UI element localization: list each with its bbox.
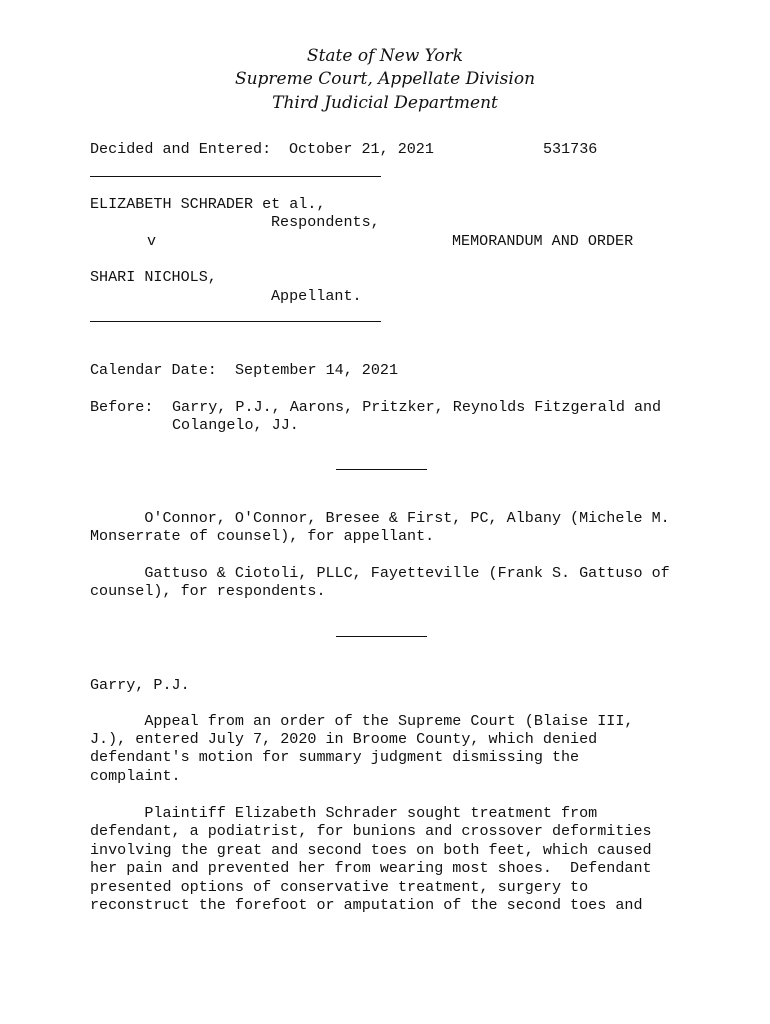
- author: Garry, P.J.: [90, 676, 190, 694]
- docket-number: 531736: [543, 140, 598, 158]
- body-line: Plaintiff Elizabeth Schrader sought treatment from: [90, 804, 598, 822]
- body-line: presented options of conservative treatment, surgery to: [90, 878, 589, 896]
- counsel-appellant-line2: Monserrate of counsel), for appellant.: [90, 527, 435, 545]
- section-rule: [336, 636, 427, 637]
- decided-label: Decided and Entered:: [90, 140, 272, 158]
- court-state: State of New York: [306, 46, 464, 66]
- body-line: defendant's motion for summary judgment dismissing the: [90, 748, 580, 766]
- plaintiff-name: ELIZABETH SCHRADER et al.,: [90, 195, 326, 213]
- caption-rule-top: [90, 176, 381, 177]
- court-name: Supreme Court, Appellate Division: [234, 69, 536, 89]
- counsel-respondents-line2: counsel), for respondents.: [90, 582, 326, 600]
- defendant-role: Appellant.: [271, 287, 362, 305]
- decided-date: October 21, 2021: [289, 140, 434, 158]
- before-label: Before:: [90, 398, 154, 416]
- body-line: reconstruct the forefoot or amputation of the second toes and: [90, 896, 643, 914]
- counsel-appellant-line1: O'Connor, O'Connor, Bresee & First, PC, Albany (Michele M.: [90, 509, 670, 527]
- body-line: involving the great and second toes on both feet, which caused: [90, 841, 652, 859]
- counsel-respondents-line1: Gattuso & Ciotoli, PLLC, Fayetteville (Frank S. Gattuso of: [90, 564, 670, 582]
- before-judges-line1: Garry, P.J., Aarons, Pritzker, Reynolds Fitzgerald and: [172, 398, 662, 416]
- decision-type: MEMORANDUM AND ORDER: [452, 232, 634, 250]
- calendar-label: Calendar Date:: [90, 361, 217, 379]
- body-line: Appeal from an order of the Supreme Court (Blaise III,: [90, 712, 634, 730]
- caption-rule-bottom: [90, 321, 381, 322]
- body-line: complaint.: [90, 767, 181, 785]
- body-line: her pain and prevented her from wearing most shoes. Defendant: [90, 859, 652, 877]
- calendar-date: September 14, 2021: [235, 361, 399, 379]
- court-department: Third Judicial Department: [272, 93, 498, 113]
- plaintiff-role: Respondents,: [271, 213, 380, 231]
- section-rule: [336, 469, 427, 470]
- defendant-name: SHARI NICHOLS,: [90, 268, 217, 286]
- versus: v: [147, 232, 157, 250]
- body-line: defendant, a podiatrist, for bunions and crossover deformities: [90, 822, 652, 840]
- body-line: J.), entered July 7, 2020 in Broome County, which denied: [90, 730, 598, 748]
- before-judges-line2: Colangelo, JJ.: [172, 416, 299, 434]
